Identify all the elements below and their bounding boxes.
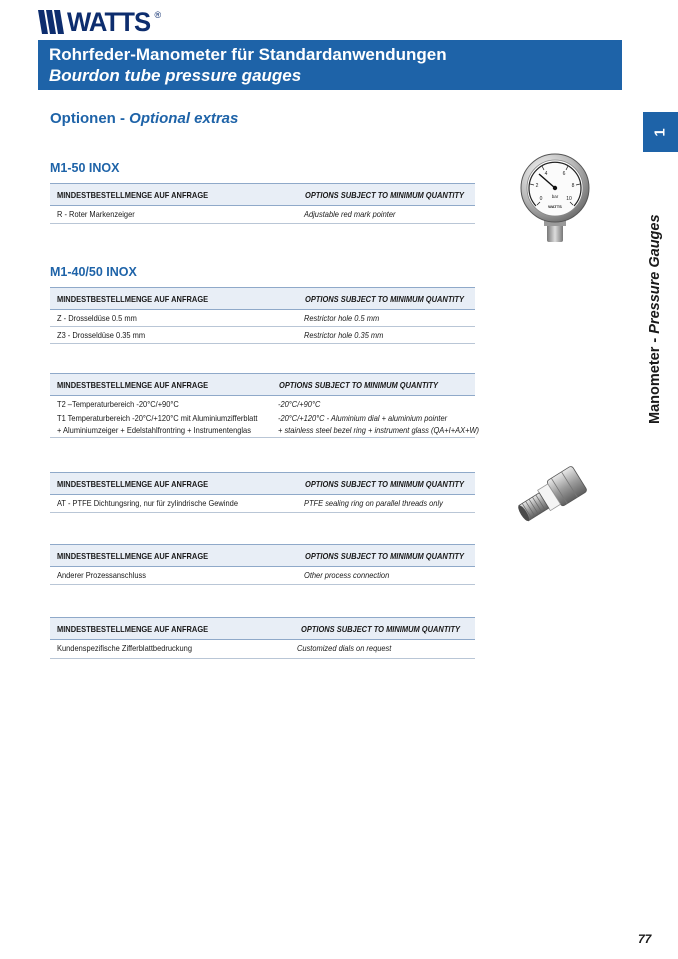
watts-logo-mark-icon xyxy=(38,10,68,34)
dial-number: 8 xyxy=(571,183,575,189)
table-header xyxy=(50,373,475,396)
row-en: Restrictor hole 0.35 mm xyxy=(304,330,384,340)
table-row xyxy=(50,567,475,585)
table-row xyxy=(50,310,475,327)
header-de: MINDESTBESTELLMENGE AUF ANFRAGE xyxy=(57,380,209,390)
row-en: Customized dials on request xyxy=(297,643,392,653)
row-de: Z - Drosseldüse 0.5 mm xyxy=(57,313,137,323)
row-de: R - Roter Markenzeiger xyxy=(57,209,135,219)
dial-number: 6 xyxy=(562,171,566,177)
title-banner xyxy=(38,40,622,90)
dial-unit: bar xyxy=(551,194,559,199)
row-de: T1 Temperaturbereich -20°C/+120°C mit Aluminiumzifferblatt xyxy=(57,413,258,423)
dial-number: 10 xyxy=(566,196,572,202)
model-heading: M1-40/50 INOX xyxy=(50,265,137,279)
dial-number: 4 xyxy=(544,171,548,177)
row-de: T2 –Temperaturbereich -20°C/+90°C xyxy=(57,399,179,409)
row-de: Z3 - Drosseldüse 0.35 mm xyxy=(57,330,146,340)
row-en: Adjustable red mark pointer xyxy=(304,209,396,219)
dial-number: 2 xyxy=(535,183,539,189)
options-heading xyxy=(50,110,238,127)
watts-logo xyxy=(38,9,161,35)
row-en: -20°C/+90°C xyxy=(278,399,321,409)
table-row xyxy=(50,327,475,344)
brand-name: WATTS xyxy=(67,7,151,37)
table-header xyxy=(50,544,475,567)
row-en: Other process connection xyxy=(304,570,390,580)
model-heading: M1-50 INOX xyxy=(50,161,120,175)
registered-mark: ® xyxy=(154,10,162,20)
banner-title-en: Bourdon tube pressure gauges xyxy=(49,66,302,85)
table-row xyxy=(50,412,480,438)
options-table xyxy=(50,472,475,513)
header-en: OPTIONS SUBJECT TO MINIMUM QUANTITY xyxy=(301,624,461,634)
header-en: OPTIONS SUBJECT TO MINIMUM QUANTITY xyxy=(305,294,465,304)
row-en: Restrictor hole 0.5 mm xyxy=(304,313,380,323)
header-de: MINDESTBESTELLMENGE AUF ANFRAGE xyxy=(57,624,209,634)
row-de: Anderer Prozessanschluss xyxy=(57,570,146,580)
row-de: Kundenspezifische Zifferblattbedruckung xyxy=(57,643,193,653)
header-en: OPTIONS SUBJECT TO MINIMUM QUANTITY xyxy=(305,479,465,489)
header-en: OPTIONS SUBJECT TO MINIMUM QUANTITY xyxy=(305,551,465,561)
header-de: MINDESTBESTELLMENGE AUF ANFRAGE xyxy=(57,551,209,561)
header-en: OPTIONS SUBJECT TO MINIMUM QUANTITY xyxy=(279,380,439,390)
row-en: -20°C/+120°C - Aluminium dial + aluminium pointer xyxy=(278,413,448,423)
row-en: PTFE sealing ring on parallel threads only xyxy=(304,498,443,508)
options-table xyxy=(50,287,475,344)
table-row xyxy=(50,495,475,513)
pressure-gauge-image xyxy=(510,150,600,248)
options-table xyxy=(50,373,480,438)
options-table xyxy=(50,183,475,224)
side-label-de: Manometer - xyxy=(647,333,663,424)
header-de: MINDESTBESTELLMENGE AUF ANFRAGE xyxy=(57,294,209,304)
header-de: MINDESTBESTELLMENGE AUF ANFRAGE xyxy=(57,190,209,200)
table-row xyxy=(50,206,475,224)
options-table xyxy=(50,617,475,659)
table-header xyxy=(50,472,475,495)
chapter-number: 1 xyxy=(652,127,669,137)
page-number: 77 xyxy=(638,932,652,946)
header-en: OPTIONS SUBJECT TO MINIMUM QUANTITY xyxy=(305,190,465,200)
dial-brand: WATTS xyxy=(548,204,562,209)
row-en-line2: + stainless steel bezel ring + instrument glass (QA+I+AX+W) xyxy=(278,425,480,435)
options-table xyxy=(50,544,475,585)
table-row xyxy=(50,640,475,659)
options-heading-en: Optional extras xyxy=(129,110,239,127)
banner-title-de: Rohrfeder-Manometer für Standardanwendungen xyxy=(49,45,447,64)
row-de-line2: + Aluminiumzeiger + Edelstahlfrontring + Instrumentenglas xyxy=(57,425,251,435)
options-heading-de: Optionen - xyxy=(50,110,130,127)
table-row xyxy=(50,396,475,412)
row-de: AT - PTFE Dichtungsring, nur für zylindrische Gewinde xyxy=(57,498,238,508)
table-header xyxy=(50,183,475,206)
table-header xyxy=(50,617,475,640)
header-de: MINDESTBESTELLMENGE AUF ANFRAGE xyxy=(57,479,209,489)
side-label-en: Pressure Gauges xyxy=(647,214,663,334)
ptfe-fitting-image xyxy=(505,450,600,542)
dial-number: 0 xyxy=(539,196,543,202)
chapter-tab xyxy=(643,112,678,152)
table-header xyxy=(50,287,475,310)
